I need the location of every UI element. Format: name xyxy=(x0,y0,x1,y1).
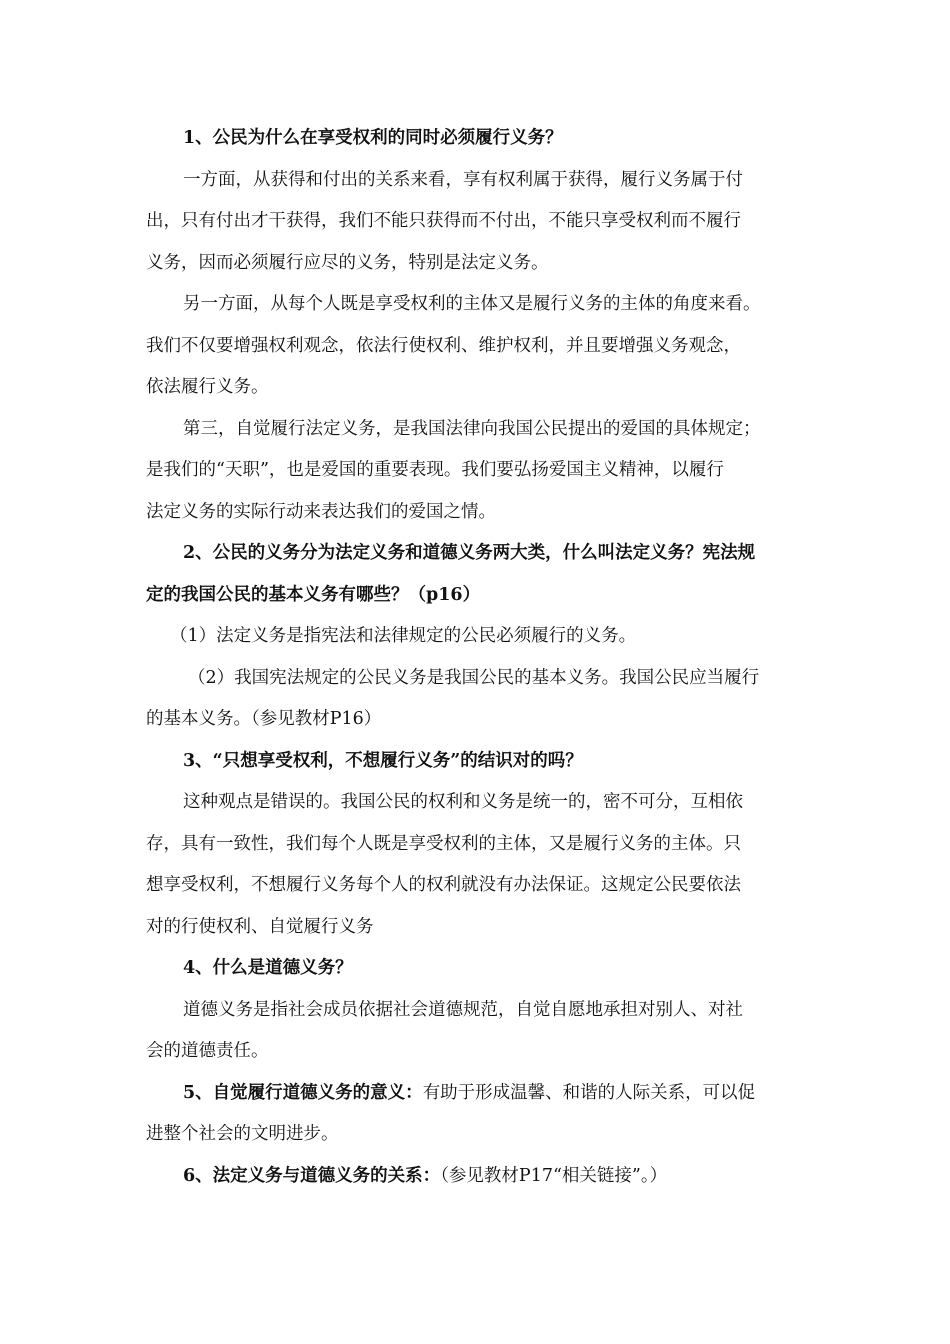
q1-paragraph-1-line-1: 一方面，从获得和付出的关系来看，享有权利属于获得，履行义务属于付 xyxy=(183,169,743,190)
q3-paragraph-line-3: 想享受权利，不想履行义务每个人的权利就没有办法保证。这规定公民要依法 xyxy=(146,875,741,895)
question-5-title: 5、自觉履行道德义务的意义： xyxy=(183,1082,423,1103)
q1-paragraph-1-line-3: 义务，因而必须履行应尽的义务，特别是法定义务。 xyxy=(146,252,549,273)
question-2-title-line-2: 定的我国公民的基本义务有哪些？（p16） xyxy=(146,584,481,605)
question-4-title: 4、什么是道德义务？ xyxy=(183,958,353,978)
q5-paragraph-line-2: 进整个社会的文明进步。 xyxy=(146,1124,339,1144)
q1-paragraph-2-line-3: 依法履行义务。 xyxy=(146,377,269,397)
q4-paragraph-line-2: 会的道德责任。 xyxy=(146,1041,269,1061)
q2-answer-1: （1）法定义务是指宪法和法律规定的公民必须履行的义务。 xyxy=(170,626,637,646)
q1-paragraph-1-line-2: 出，只有付出才干获得，我们不能只获得而不付出，不能只享受权利而不履行 xyxy=(146,211,741,231)
q3-paragraph-line-2: 存，具有一致性，我们每个人既是享受权利的主体，又是履行义务的主体。只 xyxy=(146,833,741,854)
question-6-line xyxy=(146,1156,816,1198)
q4-paragraph-line-1: 道德义务是指社会成员依据社会道德规范，自觉自愿地承担对别人、对社 xyxy=(183,999,743,1020)
q1-paragraph-2-line-2: 我们不仅要增强权利观念，依法行使权利、维护权利，并且要增强义务观念， xyxy=(146,335,741,356)
question-2-title-line-1: 2、公民的义务分为法定义务和道德义务两大类，什么叫法定义务？宪法规 xyxy=(183,543,756,563)
q3-paragraph-line-4: 对的行使权利、自觉履行义务 xyxy=(146,916,374,937)
q1-paragraph-3-line-1: 第三，自觉履行法定义务，是我国法律向我国公民提出的爱国的具体规定； xyxy=(183,418,761,439)
q1-paragraph-3-line-3: 法定义务的实际行动来表达我们的爱国之情。 xyxy=(146,501,496,522)
question-1-title: 1、公民为什么在享受权利的同时必须履行义务？ xyxy=(183,128,563,148)
q1-paragraph-3-line-2: 是我们的“天职”，也是爱国的重要表现。我们要弘扬爱国主义精神，以履行 xyxy=(146,460,724,480)
question-5-line-1 xyxy=(146,1073,816,1115)
document-page xyxy=(146,118,816,1197)
question-3-title: 3、“只想享受权利，不想履行义务”的结识对的吗？ xyxy=(183,750,583,771)
q6-paragraph: （参见教材P17“相关链接”。） xyxy=(440,1165,668,1186)
q3-paragraph-line-1: 这种观点是错误的。我国公民的权利和义务是统一的，密不可分，互相依 xyxy=(183,792,743,812)
question-6-title: 6、法定义务与道德义务的关系： xyxy=(183,1165,441,1186)
q5-paragraph-start: 有助于形成温馨、和谐的人际关系，可以促 xyxy=(422,1082,756,1103)
q2-answer-2-line-1: （2）我国宪法规定的公民义务是我国公民的基本义务。我国公民应当履行 xyxy=(188,667,760,688)
q2-answer-2-line-2: 的基本义务。（参见教材P16） xyxy=(146,709,382,729)
q1-paragraph-2-line-1: 另一方面，从每个人既是享受权利的主体又是履行义务的主体的角度来看。 xyxy=(183,294,761,314)
